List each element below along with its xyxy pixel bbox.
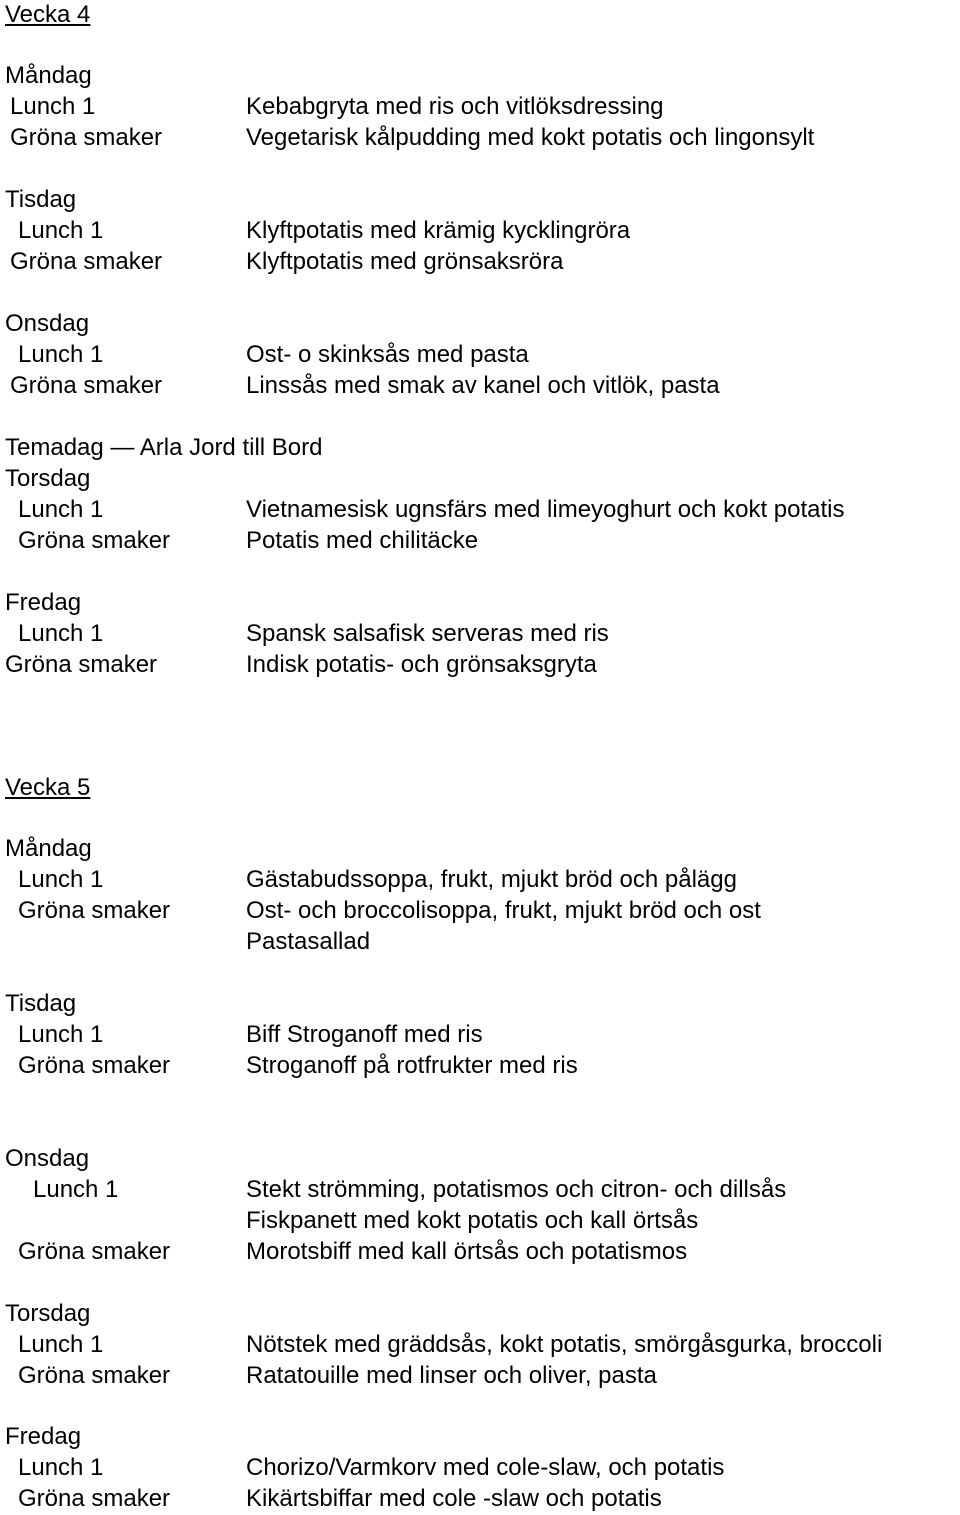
week-title: Vecka 4	[5, 1, 91, 28]
theme-day-heading: Temadag — Arla Jord till Bord	[5, 434, 323, 461]
day-heading: Måndag	[5, 62, 92, 89]
meal-label: Gröna smaker	[18, 1362, 171, 1389]
meal-label: Gröna smaker	[10, 124, 163, 151]
meal-label: Gröna smaker	[18, 1485, 171, 1512]
meal-label: Gröna smaker	[10, 248, 163, 275]
meal-label: Gröna smaker	[18, 527, 171, 554]
meal-label: Gröna smaker	[18, 897, 171, 924]
day-heading: Tisdag	[5, 186, 77, 213]
meal-label: Lunch 1	[18, 1331, 104, 1358]
meal-dish: Potatis med chilitäcke	[246, 527, 479, 554]
meal-dish: Biff Stroganoff med ris	[246, 1021, 483, 1048]
meal-dish-extra: Pastasallad	[246, 928, 371, 955]
meal-label: Lunch 1	[18, 341, 104, 368]
day-heading: Torsdag	[5, 1300, 91, 1327]
day-heading: Måndag	[5, 835, 92, 862]
meal-label: Lunch 1	[18, 866, 104, 893]
meal-label: Gröna smaker	[10, 372, 163, 399]
meal-dish: Chorizo/Varmkorv med cole-slaw, och potatis	[246, 1454, 725, 1481]
meal-dish: Vietnamesisk ugnsfärs med limeyoghurt och kokt potatis	[246, 496, 845, 523]
meal-label: Lunch 1	[18, 217, 104, 244]
meal-dish: Ratatouille med linser och oliver, pasta	[246, 1362, 657, 1389]
meal-dish: Gästabudssoppa, frukt, mjukt bröd och pålägg	[246, 866, 737, 893]
meal-dish: Kebabgryta med ris och vitlöksdressing	[246, 93, 664, 120]
meal-dish: Spansk salsafisk serveras med ris	[246, 620, 609, 647]
meal-dish: Kikärtsbiffar med cole -slaw och potatis	[246, 1485, 662, 1512]
meal-dish: Klyftpotatis med krämig kycklingröra	[246, 217, 631, 244]
meal-label: Lunch 1	[10, 93, 96, 120]
meal-dish: Stekt strömming, potatismos och citron- och dillsås	[246, 1176, 787, 1203]
meal-label: Gröna smaker	[5, 651, 158, 678]
meal-dish: Vegetarisk kålpudding med kokt potatis och lingonsylt	[246, 124, 815, 151]
week-title: Vecka 5	[5, 774, 91, 801]
meal-label: Gröna smaker	[18, 1052, 171, 1079]
meal-label: Lunch 1	[18, 1021, 104, 1048]
meal-dish: Stroganoff på rotfrukter med ris	[246, 1052, 578, 1079]
meal-label: Lunch 1	[18, 620, 104, 647]
meal-dish: Nötstek med gräddsås, kokt potatis, smörgåsgurka, broccoli	[246, 1331, 883, 1358]
meal-dish: Klyftpotatis med grönsaksröra	[246, 248, 564, 275]
meal-dish-extra: Fiskpanett med kokt potatis och kall örtsås	[246, 1207, 699, 1234]
day-heading: Onsdag	[5, 310, 90, 337]
meal-dish: Indisk potatis- och grönsaksgryta	[246, 651, 597, 678]
day-heading: Fredag	[5, 589, 82, 616]
meal-dish: Ost- o skinksås med pasta	[246, 341, 529, 368]
meal-dish: Ost- och broccolisoppa, frukt, mjukt bröd och ost	[246, 897, 761, 924]
day-heading: Onsdag	[5, 1145, 90, 1172]
meal-dish: Morotsbiff med kall örtsås och potatismos	[246, 1238, 688, 1265]
meal-label: Lunch 1	[33, 1176, 119, 1203]
meal-label: Lunch 1	[18, 1454, 104, 1481]
meal-label: Gröna smaker	[18, 1238, 171, 1265]
meal-label: Lunch 1	[18, 496, 104, 523]
meal-dish: Linssås med smak av kanel och vitlök, pasta	[246, 372, 720, 399]
day-heading: Fredag	[5, 1423, 82, 1450]
day-heading: Torsdag	[5, 465, 91, 492]
day-heading: Tisdag	[5, 990, 77, 1017]
